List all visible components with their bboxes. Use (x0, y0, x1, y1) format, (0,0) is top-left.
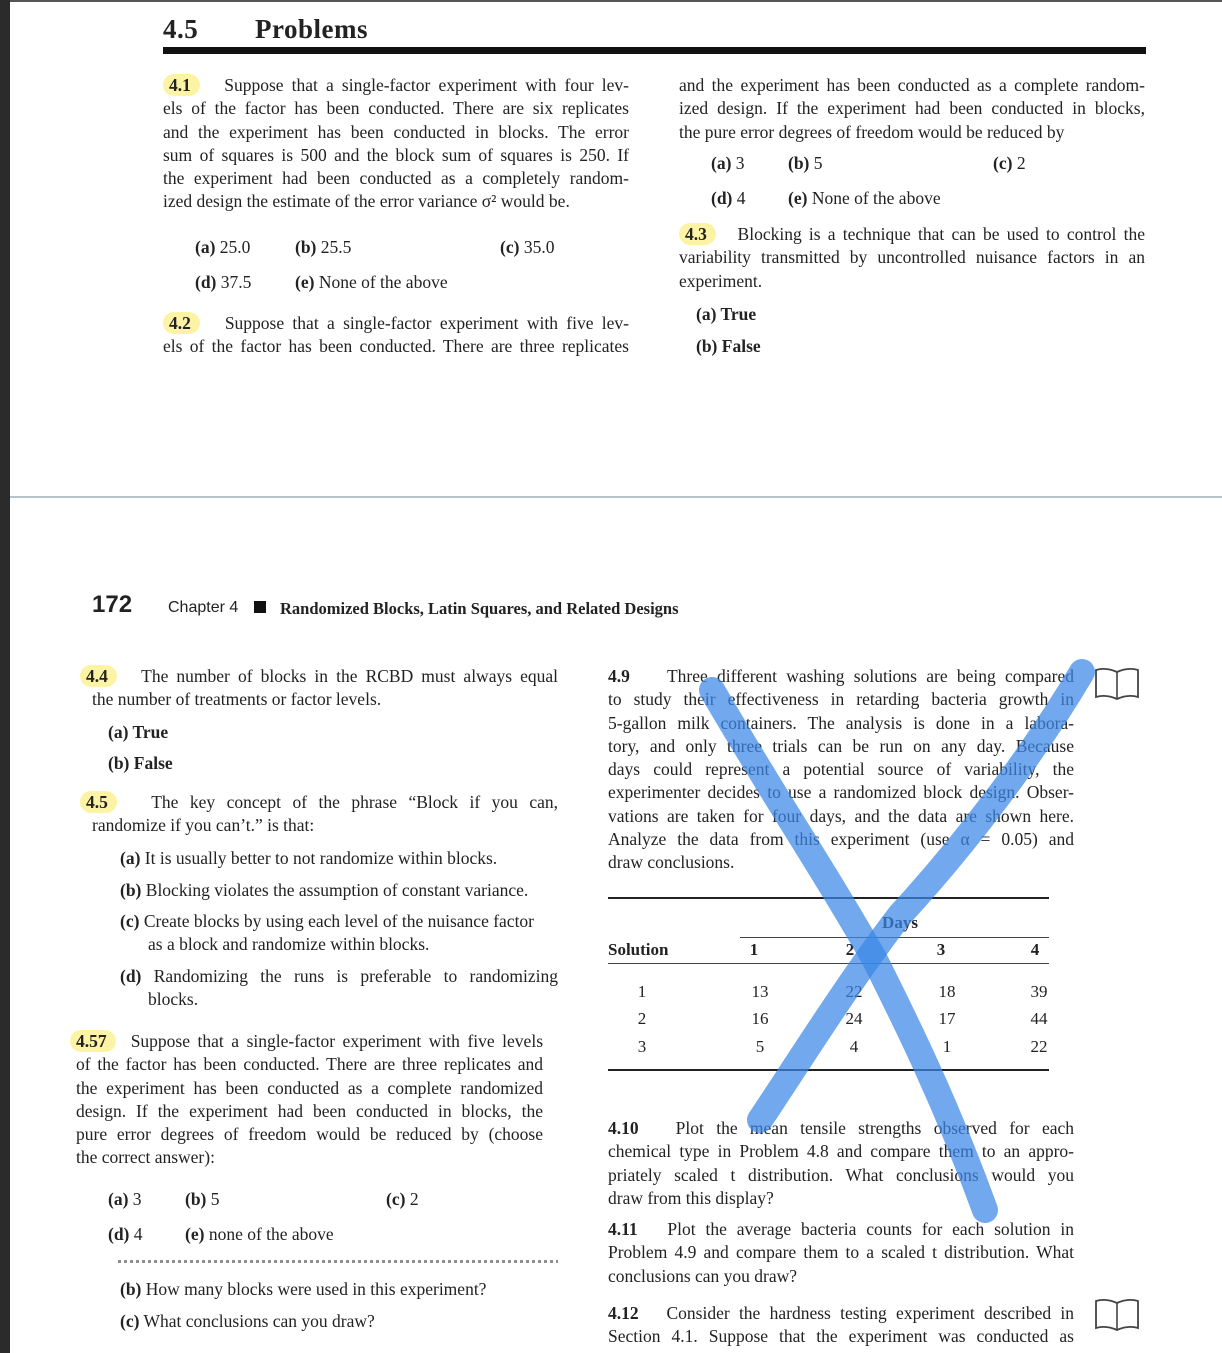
option-4-1-c: (c) 35.0 (500, 237, 555, 257)
option-4-2-e: (e) None of the above (788, 188, 941, 208)
table-row-header: Solution (608, 940, 669, 959)
option-4-5-c-line2: as a block and randomize within blocks. (148, 934, 430, 954)
option-4-1-d: (d) 37.5 (195, 272, 252, 292)
table-col-header: 3 (936, 940, 946, 959)
problem-4-2-continued: and the experiment has been conducted as a complete random- ized design. If the experiment had been conducted in blocks, the pure error degrees of freedom would be reduced by (679, 75, 1145, 142)
option-4-5-c: (c) Create blocks by using each level of the nuisance factor (120, 911, 535, 931)
table-col-header: 2 (845, 940, 855, 959)
problem-4-9: 4.9 Three different washing solutions are being compared to study their effectiveness in retarding bacteria growth in 5-gallon milk containers. The analysis is done in a labora- tory, and only three trials can be run on any day. Because days could represent a potential source of variability, the experimenter decides to use a randomized block design. Obser- vations are taken for four days, and the data are shown here. Analyze the data from this experiment (use α = 0.05) and draw conclusions. (608, 666, 1075, 873)
problem-4-5: 4.5 The key concept of the phrase “Block if you can, randomize if you can’t.” is that: (92, 791, 558, 838)
problem-4-10: 4.10 Plot the mean tensile strengths observed for each chemical type in Problem 4.8 and compare them to an appro- priately scaled t distribution. What conclusions would you draw from this display? (608, 1118, 1075, 1208)
chapter-title: Randomized Blocks, Latin Squares, and Related Designs (280, 599, 679, 618)
option-4-1-a: (a) 25.0 (195, 237, 251, 257)
option-4-3-a: (a) True (696, 304, 757, 324)
section-title: Problems (255, 14, 368, 44)
problem-4-3: 4.3 Blocking is a technique that can be used to control the variability transmitted by uncontrolled nuisance factors in an experiment. (679, 224, 1146, 291)
option-4-2-a: (a) 3 (711, 153, 745, 173)
problem-4-57: 4.57 Suppose that a single-factor experiment with five levels of the factor has been conducted. There are three replicates and the experiment has been conducted as a complete randomized design. If the experiment had been conducted in blocks, the pure error degrees of freedom would be reduced by (choose the correct answer): (76, 1030, 543, 1170)
table-col-header: 1 (749, 940, 759, 959)
option-4-4-a: (a) True (108, 722, 169, 742)
problem-4-2: 4.2 Suppose that a single-factor experiment with five lev- els of the factor has been conducted. There are three replicates (163, 313, 629, 357)
option-4-5-a: (a) It is usually better to not randomize within blocks. (120, 848, 498, 868)
option-4-57-b: (b) 5 (185, 1189, 220, 1209)
page-number: 172 (92, 591, 133, 618)
option-4-2-b: (b) 5 (788, 153, 823, 173)
problem-4-4: 4.4 The number of blocks in the RCBD must always equal the number of treatments or factor levels. (92, 665, 558, 712)
option-4-57-c: (c) 2 (386, 1189, 419, 1209)
option-4-57-e: (e) none of the above (185, 1224, 334, 1244)
option-4-57-sub-c: (c) What conclusions can you draw? (120, 1311, 375, 1331)
option-4-3-b: (b) False (696, 336, 761, 356)
option-4-2-c: (c) 2 (993, 153, 1026, 173)
option-4-1-e: (e) None of the above (295, 272, 448, 292)
table-col-header: 4 (1030, 940, 1040, 959)
option-4-5-d-line2: blocks. (148, 989, 199, 1009)
option-4-57-a: (a) 3 (108, 1189, 142, 1209)
problem-4-1: 4.1 Suppose that a single-factor experiment with four lev- els of the factor has been conducted. There are six replicates and the experiment has been conducted in blocks. The error sum of squares is 500 and the block sum of squares is 250. If the experiment had been conducted as a completely random- ized design the estimate of the error variance σ² would be. (163, 75, 629, 212)
chapter-label: Chapter 4 (168, 599, 239, 616)
option-4-5-d: (d) Randomizing the runs is preferable to randomizing (120, 966, 558, 986)
option-4-1-b: (b) 25.5 (295, 237, 352, 257)
problem-number-highlight: 4.1 (163, 74, 200, 96)
table-group-header: Days (882, 913, 918, 932)
option-4-5-b: (b) Blocking violates the assumption of constant variance. (120, 880, 529, 900)
problem-4-12: 4.12 Consider the hardness testing experiment described in Section 4.1. Suppose that the experiment was conducted as (608, 1303, 1074, 1347)
problem-4-11: 4.11 Plot the average bacteria counts for each solution in Problem 4.9 and compare them to a scaled t distribution. What conclusions can you draw? (608, 1219, 1075, 1286)
section-number: 4.5 (163, 14, 199, 44)
option-4-57-d: (d) 4 (108, 1224, 143, 1244)
option-4-4-b: (b) False (108, 753, 173, 773)
option-4-57-sub-b: (b) How many blocks were used in this experiment? (120, 1279, 487, 1299)
option-4-2-d: (d) 4 (711, 188, 746, 208)
